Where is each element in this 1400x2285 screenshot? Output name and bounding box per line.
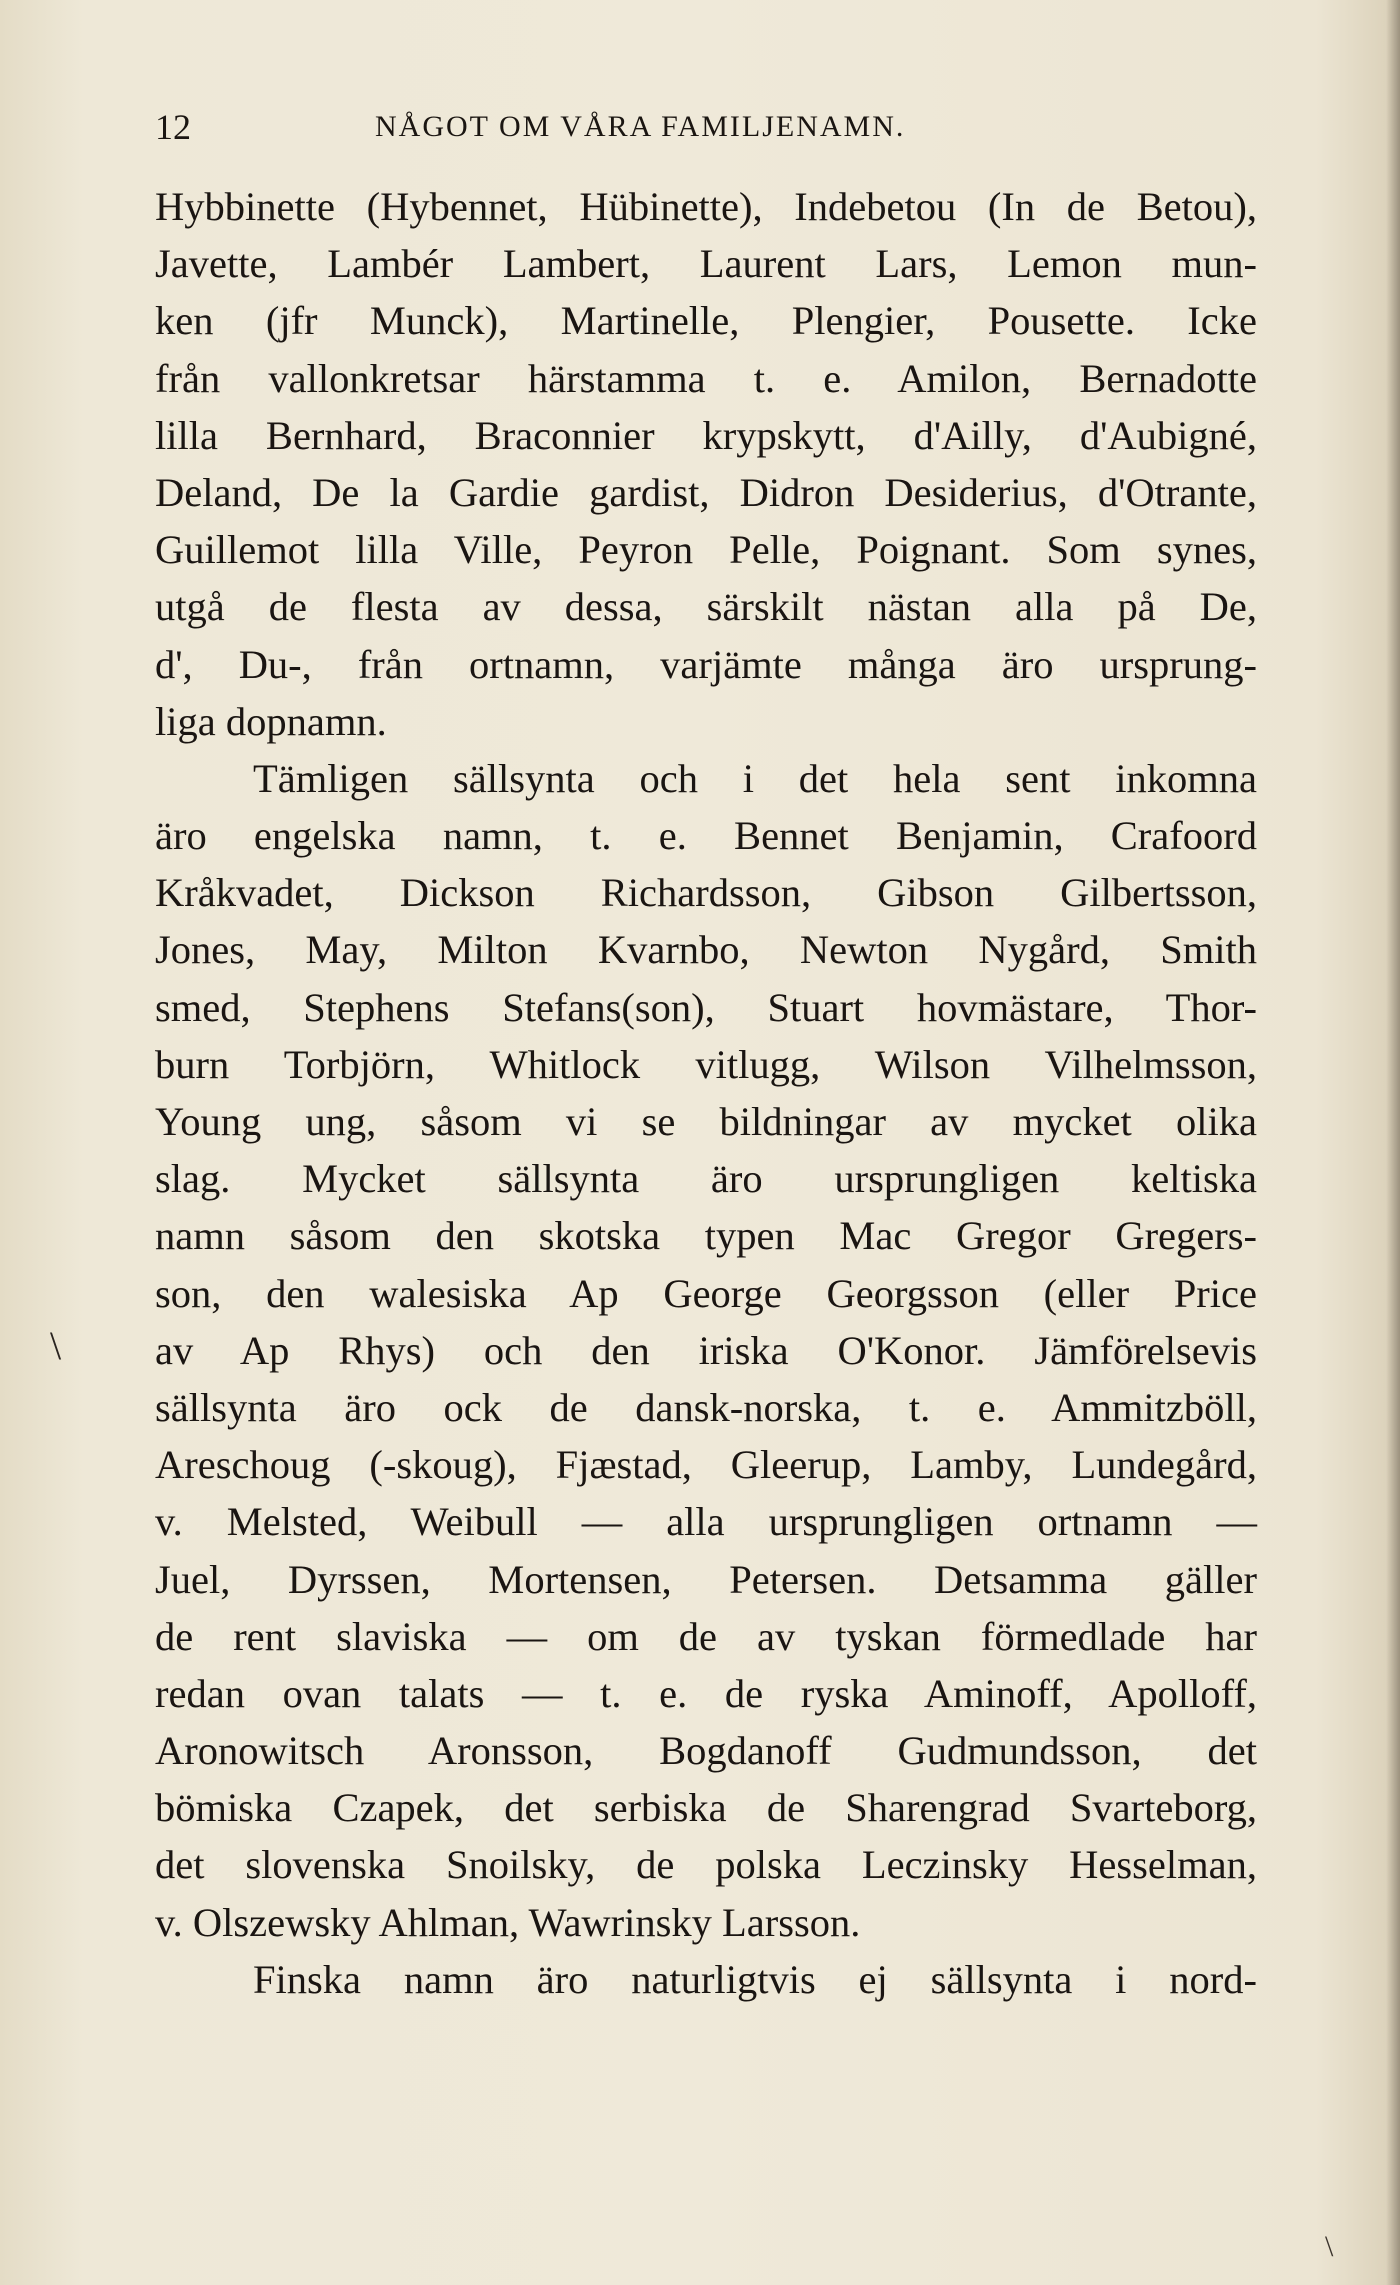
text-line: utgå de flesta av dessa, särskilt nästan alla på De, [155,584,1257,630]
text-line: son, den walesiska Ap George Georgsson (eller Price [155,1270,1257,1316]
corner-pencil-mark: \ [1325,2230,1334,2263]
text-line: Areschoug (-skoug), Fjæstad, Gleerup, Lamby, Lundegård, [155,1442,1257,1488]
margin-pencil-mark: \ [50,1323,62,1368]
text-line: de rent slaviska — om de av tyskan förmedlade har [155,1613,1257,1659]
text-line: Javette, Lambér Lambert, Laurent Lars, Lemon mun- [155,241,1257,287]
text-line: från vallonkretsar härstamma t. e. Amilon, Bernadotte [155,355,1257,401]
body-text [155,178,1257,2008]
text-line: liga dopnamn. [155,698,387,744]
text-line: d', Du-, från ortnamn, varjämte många äro ursprung- [155,641,1257,687]
text-line: det slovenska Snoilsky, de polska Leczinsky Hesselman, [155,1842,1257,1888]
text-line: av Ap Rhys) och den iriska O'Konor. Jämförelsevis [155,1327,1257,1373]
text-line: Guillemot lilla Ville, Peyron Pelle, Poignant. Som synes, [155,527,1257,573]
text-line: Hybbinette (Hybennet, Hübinette), Indebetou (In de Betou), [155,184,1257,229]
text-line: v. Olszewsky Ahlman, Wawrinsky Larsson. [155,1899,861,1945]
text-line: Young ung, såsom vi se bildningar av mycket olika [155,1099,1257,1144]
text-line: lilla Bernhard, Braconnier krypskytt, d'Ailly, d'Aubigné, [155,412,1257,458]
text-line: Kråkvadet, Dickson Richardsson, Gibson Gilbertsson, [155,870,1257,916]
text-line: burn Torbjörn, Whitlock vitlugg, Wilson Vilhelmsson, [155,1041,1257,1087]
running-head [155,102,1265,152]
text-line: Aronowitsch Aronsson, Bogdanoff Gudmundsson, det [155,1728,1257,1774]
text-line: äro engelska namn, t. e. Bennet Benjamin, Crafoord [155,813,1257,859]
paragraph-start-line: Tämligen sällsynta och i det hela sent inkomna [253,755,1257,801]
text-line: slag. Mycket sällsynta äro ursprungligen keltiska [155,1156,1257,1202]
text-line: v. Melsted, Weibull — alla ursprungligen ortnamn — [155,1499,1257,1545]
text-line: redan ovan talats — t. e. de ryska Aminoff, Apolloff, [155,1670,1257,1716]
text-line: sällsynta äro ock de dansk-norska, t. e. Ammitzböll, [155,1384,1257,1430]
page-number: 12 [155,107,191,147]
paragraph-start-line: Finska namn äro naturligtvis ej sällsynta i nord- [253,1956,1257,2002]
text-line: Deland, De la Gardie gardist, Didron Desiderius, d'Otrante, [155,469,1257,515]
text-line: namn såsom den skotska typen Mac Gregor Gregers- [155,1213,1257,1259]
text-line: ken (jfr Munck), Martinelle, Plengier, Pousette. Icke [155,298,1257,344]
running-title: NÅGOT OM VÅRA FAMILJENAMN. [375,110,906,143]
text-line: smed, Stephens Stefans(son), Stuart hovmästare, Thor- [155,984,1257,1030]
text-line: bömiska Czapek, det serbiska de Sharengrad Svarteborg, [155,1785,1257,1831]
text-line: Jones, May, Milton Kvarnbo, Newton Nygård, Smith [155,927,1257,973]
text-line: Juel, Dyrssen, Mortensen, Petersen. Detsamma gäller [155,1556,1257,1602]
page-edge-shadow [1386,0,1400,2285]
